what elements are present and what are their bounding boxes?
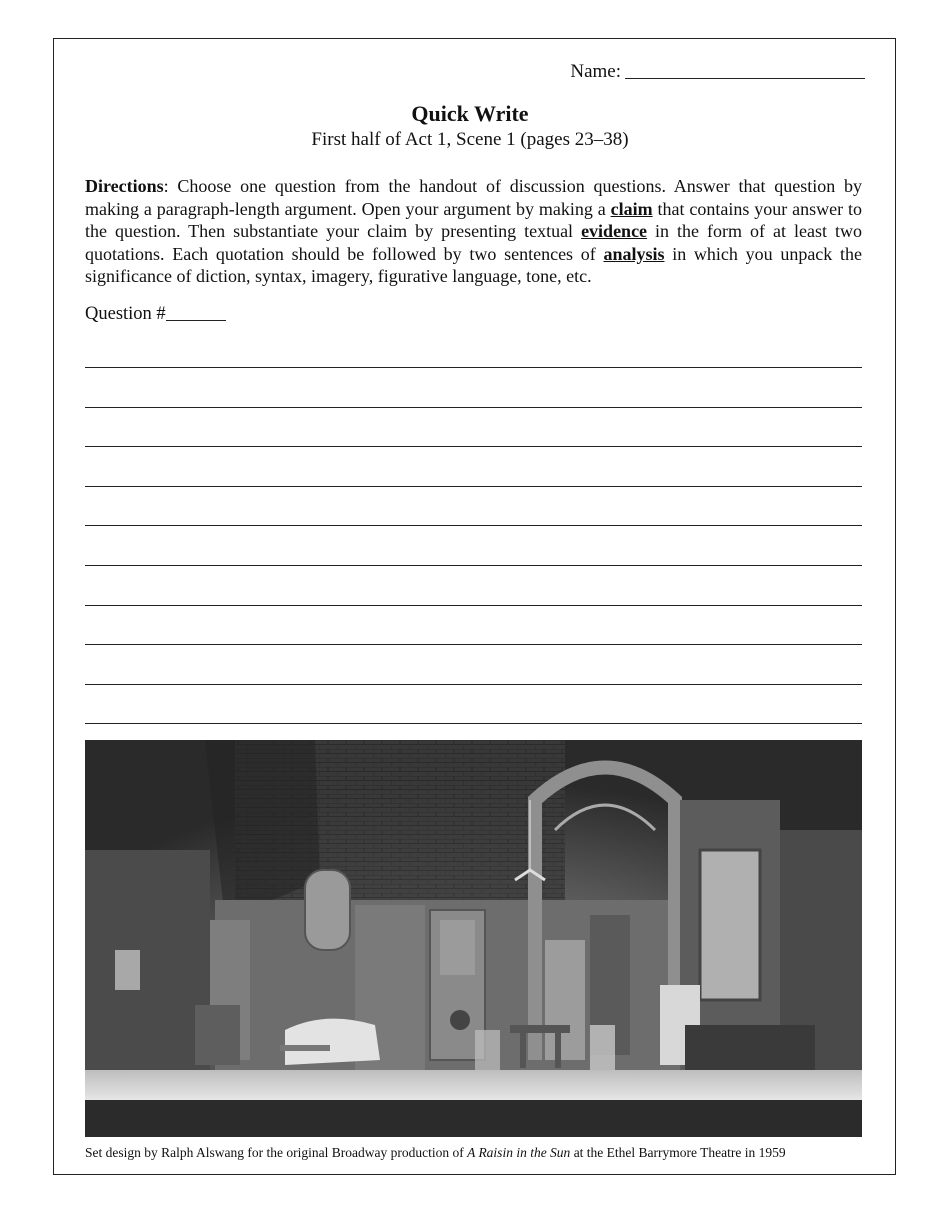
directions-paragraph — [85, 175, 862, 288]
answer-line[interactable] — [85, 446, 862, 447]
answer-line[interactable] — [85, 367, 862, 368]
page-subtitle: First half of Act 1, Scene 1 (pages 23–38) — [311, 129, 629, 150]
answer-line[interactable] — [85, 565, 862, 566]
answer-line[interactable] — [85, 644, 862, 645]
directions-text-2: that contains your answer to the question. Then substantiate your claim by presenting textual — [85, 198, 862, 241]
directions-label: Directions — [85, 176, 164, 196]
caption-text-before: Set design by Ralph Alswang for the original Broadway production of — [85, 1145, 468, 1160]
directions-text-4: in which you unpack the significance of diction, syntax, imagery, figurative language, tone, etc. — [85, 243, 862, 286]
answer-line[interactable] — [85, 407, 862, 408]
caption-play-title: A Raisin in the Sun — [467, 1145, 571, 1160]
question-label: Question # — [85, 304, 166, 324]
name-blank[interactable] — [625, 60, 865, 79]
directions-text-1: : Choose one question from the handout of discussion questions. Answer that question by making a paragraph-length argument. Open your argument by making a — [85, 176, 862, 219]
name-label: Name: — [570, 61, 621, 82]
page-title: Quick Write — [411, 101, 529, 126]
question-number-blank[interactable] — [166, 304, 226, 321]
claim-term: claim — [610, 198, 653, 219]
directions-text-3: in the form of at least two quotations. Each quotation should be followed by two sentences of — [85, 221, 862, 264]
answer-line[interactable] — [85, 525, 862, 526]
answer-line[interactable] — [85, 684, 862, 685]
name-field[interactable] — [570, 60, 865, 83]
photo-caption — [85, 1145, 786, 1161]
answer-line[interactable] — [85, 723, 862, 724]
evidence-term: evidence — [581, 221, 648, 241]
set-design-photo — [85, 740, 862, 1137]
analysis-term: analysis — [603, 243, 665, 264]
question-number-field[interactable] — [85, 304, 226, 325]
caption-text-after: at the Ethel Barrymore Theatre in 1959 — [570, 1145, 786, 1160]
answer-line[interactable] — [85, 605, 862, 606]
answer-line[interactable] — [85, 486, 862, 487]
